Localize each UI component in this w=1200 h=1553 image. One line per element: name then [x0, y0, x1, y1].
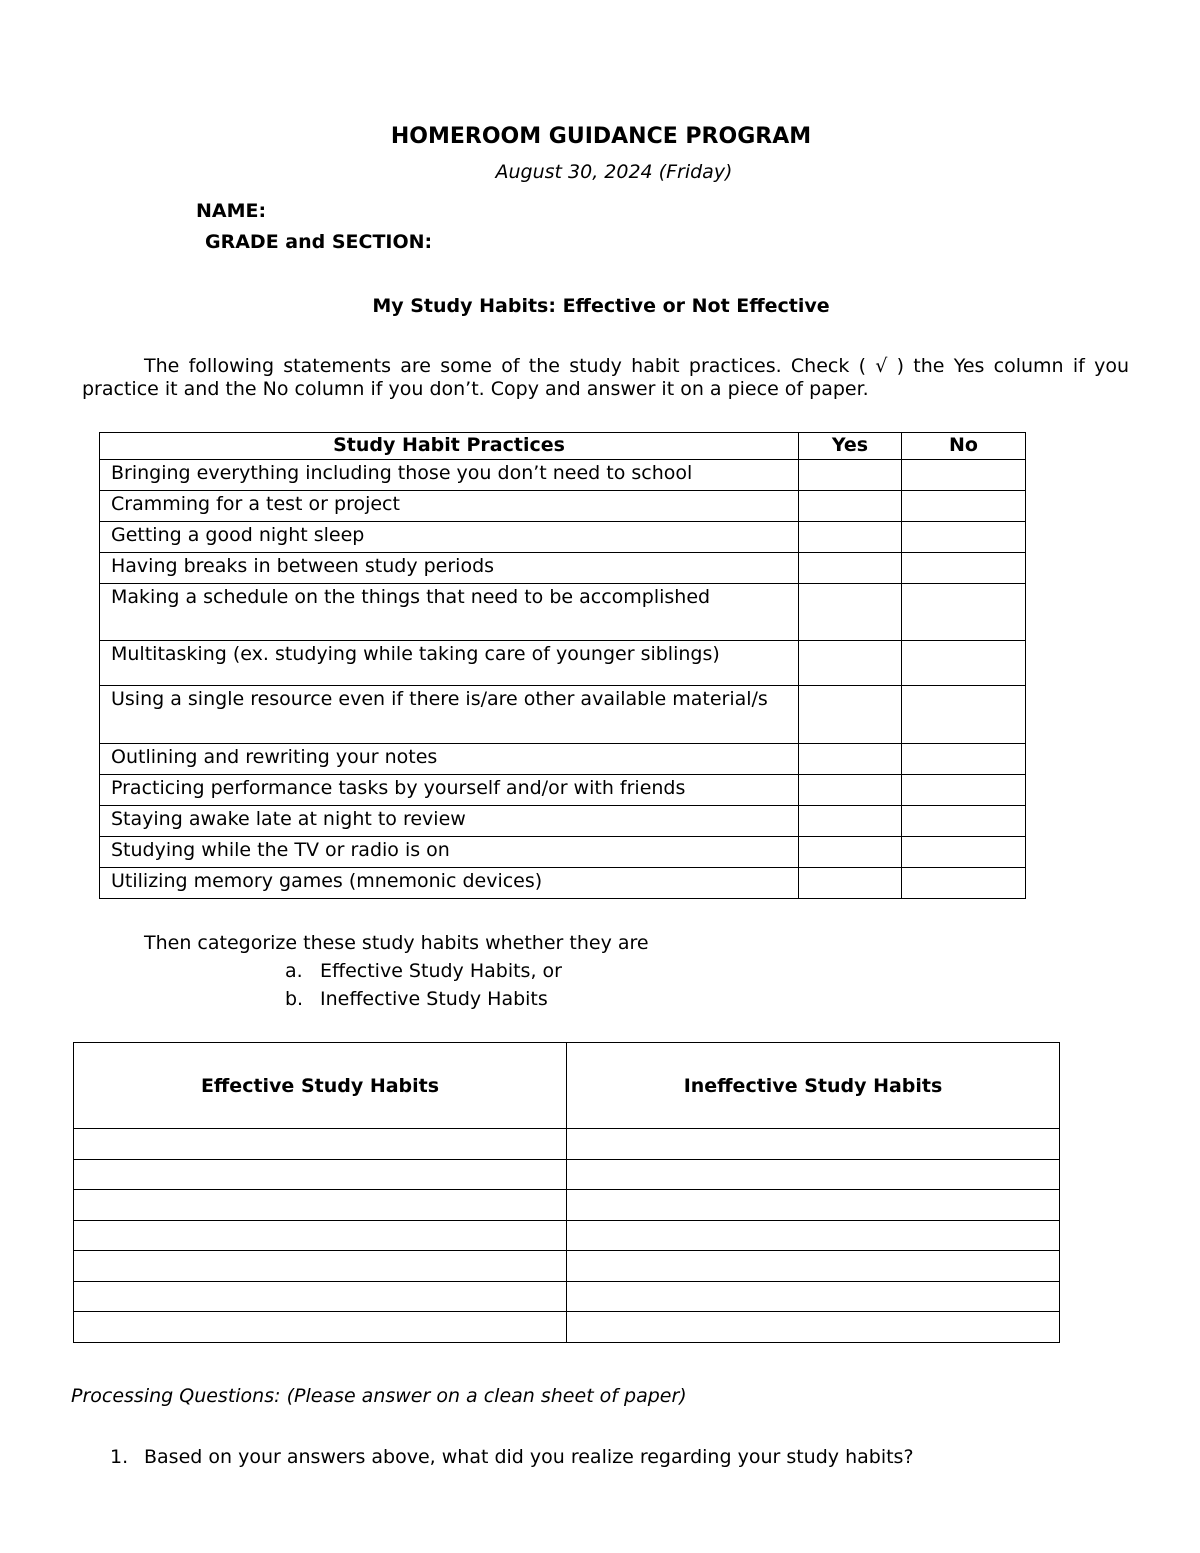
table-row — [100, 491, 1026, 522]
ineffective-cell[interactable] — [567, 1251, 1060, 1282]
practice-cell: Having breaks in between study periods — [100, 553, 799, 584]
option-b-letter: b. — [285, 988, 304, 1010]
effective-cell[interactable] — [74, 1129, 567, 1160]
effective-cell[interactable] — [74, 1220, 567, 1251]
ineffective-cell[interactable] — [567, 1129, 1060, 1160]
table-header-row — [74, 1043, 1060, 1129]
yes-cell[interactable] — [799, 460, 902, 491]
table-row — [100, 686, 1026, 744]
no-cell[interactable] — [902, 686, 1026, 744]
effective-cell[interactable] — [74, 1281, 567, 1312]
no-cell[interactable] — [902, 522, 1026, 553]
yes-cell[interactable] — [799, 775, 902, 806]
table-row — [100, 460, 1026, 491]
table-row — [74, 1220, 1060, 1251]
practice-cell: Getting a good night sleep — [100, 522, 799, 553]
yes-cell[interactable] — [799, 837, 902, 868]
no-cell[interactable] — [902, 806, 1026, 837]
header-ineffective: Ineffective Study Habits — [567, 1043, 1060, 1129]
table-row — [100, 806, 1026, 837]
table-row — [100, 553, 1026, 584]
question-number: 1. — [110, 1446, 129, 1468]
header-no: No — [902, 433, 1026, 460]
table-row — [74, 1190, 1060, 1221]
table-row — [74, 1159, 1060, 1190]
effective-cell[interactable] — [74, 1190, 567, 1221]
effective-cell[interactable] — [74, 1251, 567, 1282]
page-title: HOMEROOM GUIDANCE PROGRAM — [390, 124, 812, 149]
name-label: NAME: — [196, 200, 267, 222]
practice-cell: Practicing performance tasks by yourself and/or with friends — [100, 775, 799, 806]
processing-heading: Processing Questions: (Please answer on a clean sheet of paper) — [71, 1385, 687, 1407]
yes-cell[interactable] — [799, 686, 902, 744]
option-b-text: Ineffective Study Habits — [320, 988, 548, 1010]
yes-cell[interactable] — [799, 868, 902, 899]
practice-cell: Making a schedule on the things that need to be accomplished — [100, 584, 799, 641]
no-cell[interactable] — [902, 584, 1026, 641]
no-cell[interactable] — [902, 775, 1026, 806]
study-habits-table — [99, 432, 1026, 899]
ineffective-cell[interactable] — [567, 1220, 1060, 1251]
practice-cell: Bringing everything including those you don’t need to school — [100, 460, 799, 491]
date-line: August 30, 2024 (Friday) — [495, 161, 733, 183]
no-cell[interactable] — [902, 491, 1026, 522]
practice-cell: Cramming for a test or project — [100, 491, 799, 522]
practice-cell: Studying while the TV or radio is on — [100, 837, 799, 868]
yes-cell[interactable] — [799, 553, 902, 584]
option-a-text: Effective Study Habits, or — [320, 960, 562, 982]
no-cell[interactable] — [902, 553, 1026, 584]
header-practices: Study Habit Practices — [100, 433, 799, 460]
table-row — [74, 1251, 1060, 1282]
instructions-line-1: The following statements are some of the study habit practices. Check ( √ ) the Yes column if you — [144, 355, 1129, 377]
categories-table — [73, 1042, 1060, 1343]
practice-cell: Using a single resource even if there is/are other available material/s — [100, 686, 799, 744]
no-cell[interactable] — [902, 837, 1026, 868]
yes-cell[interactable] — [799, 744, 902, 775]
table-row — [100, 868, 1026, 899]
table-row — [100, 584, 1026, 641]
grade-section-label: GRADE and SECTION: — [205, 231, 433, 253]
practice-cell: Staying awake late at night to review — [100, 806, 799, 837]
instructions-line-2: practice it and the No column if you don’t. Copy and answer it on a piece of paper. — [82, 378, 869, 400]
yes-cell[interactable] — [799, 641, 902, 686]
no-cell[interactable] — [902, 460, 1026, 491]
no-cell[interactable] — [902, 868, 1026, 899]
yes-cell[interactable] — [799, 584, 902, 641]
ineffective-cell[interactable] — [567, 1281, 1060, 1312]
table-row — [74, 1281, 1060, 1312]
table-row — [100, 744, 1026, 775]
categorize-intro: Then categorize these study habits whether they are — [144, 932, 649, 954]
ineffective-cell[interactable] — [567, 1159, 1060, 1190]
ineffective-cell[interactable] — [567, 1190, 1060, 1221]
practice-cell: Outlining and rewriting your notes — [100, 744, 799, 775]
practice-cell: Multitasking (ex. studying while taking care of younger siblings) — [100, 641, 799, 686]
table-row — [74, 1312, 1060, 1343]
ineffective-cell[interactable] — [567, 1312, 1060, 1343]
table-row — [100, 641, 1026, 686]
table-row — [100, 837, 1026, 868]
table-row — [100, 775, 1026, 806]
effective-cell[interactable] — [74, 1312, 567, 1343]
question-text: Based on your answers above, what did you realize regarding your study habits? — [144, 1446, 914, 1468]
effective-cell[interactable] — [74, 1159, 567, 1190]
yes-cell[interactable] — [799, 806, 902, 837]
header-effective: Effective Study Habits — [74, 1043, 567, 1129]
table-row — [74, 1129, 1060, 1160]
activity-title: My Study Habits: Effective or Not Effective — [372, 295, 830, 317]
yes-cell[interactable] — [799, 522, 902, 553]
table-row — [100, 522, 1026, 553]
practice-cell: Utilizing memory games (mnemonic devices) — [100, 868, 799, 899]
no-cell[interactable] — [902, 641, 1026, 686]
no-cell[interactable] — [902, 744, 1026, 775]
table-header-row — [100, 433, 1026, 460]
option-a-letter: a. — [285, 960, 303, 982]
header-yes: Yes — [799, 433, 902, 460]
yes-cell[interactable] — [799, 491, 902, 522]
